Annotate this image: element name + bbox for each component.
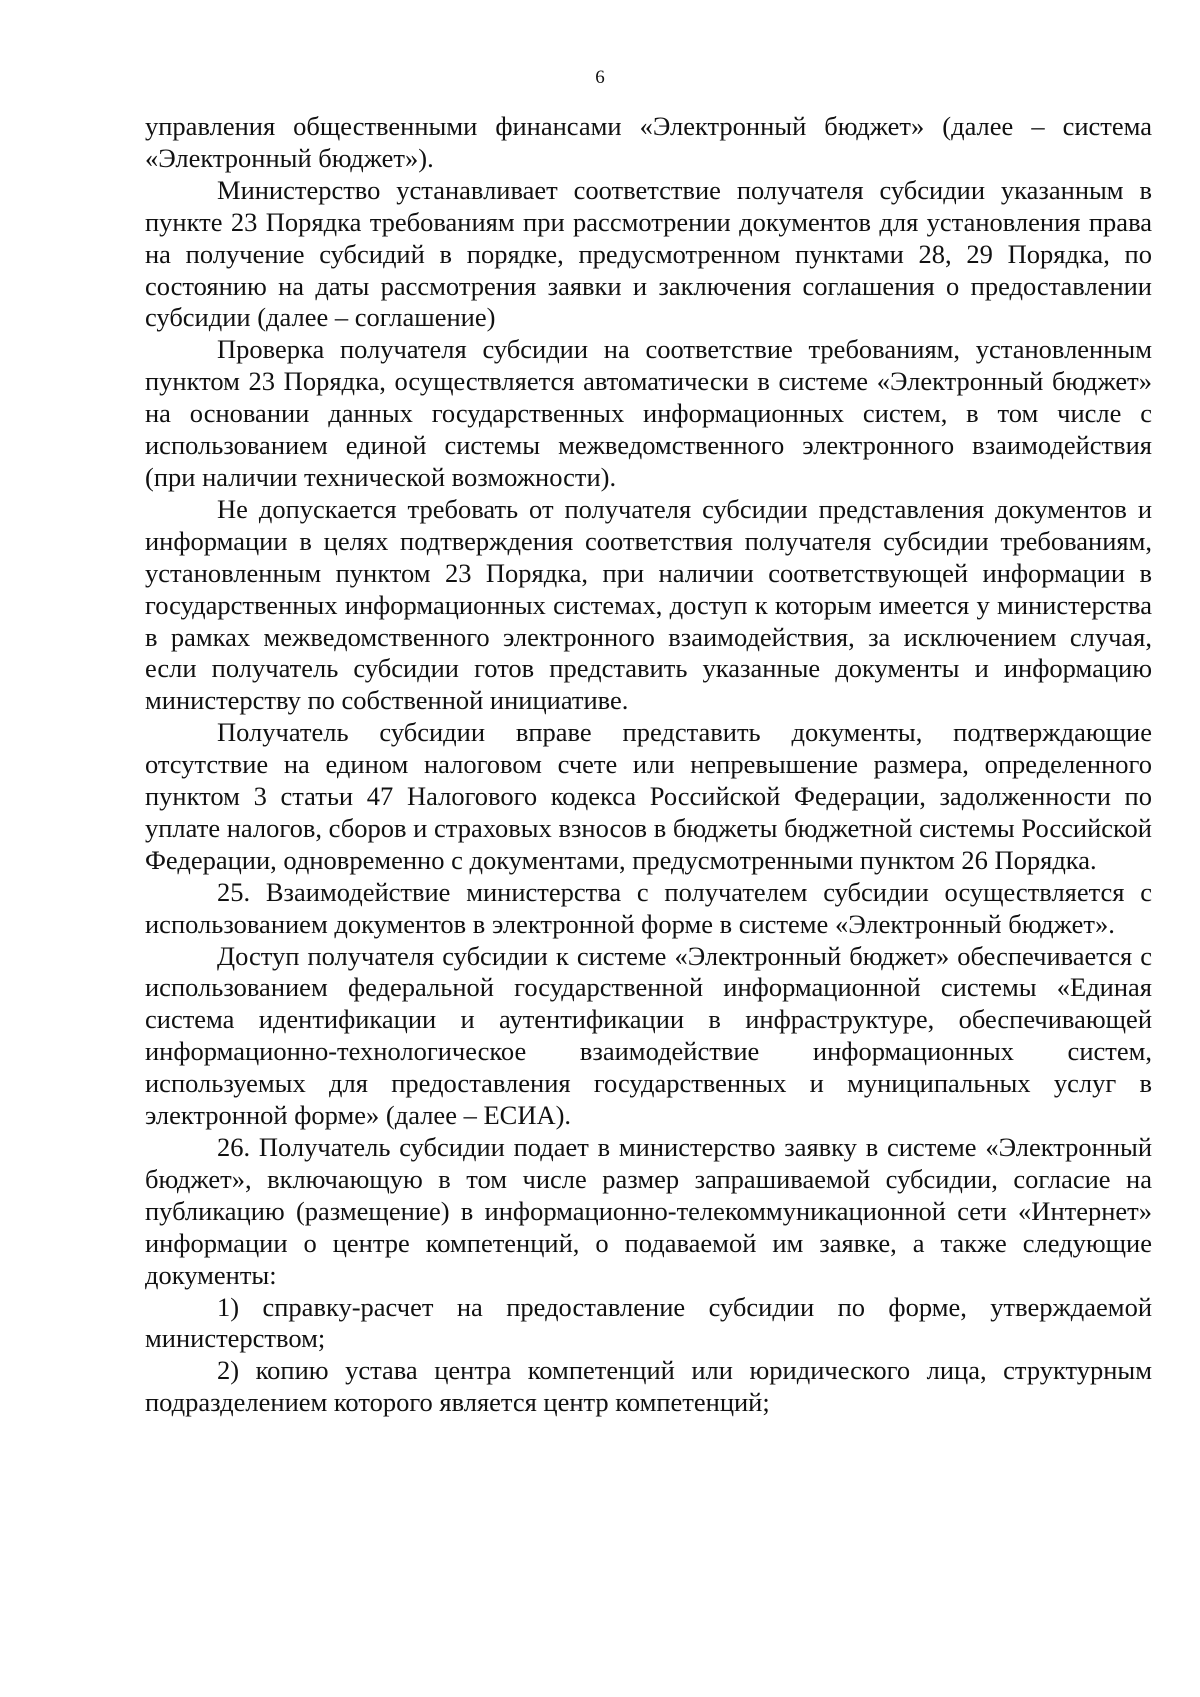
paragraph-tax-documents: Получатель субсидии вправе представить документы, подтверждающие отсутствие на едином налоговом счете или непревышение размера, определенного пунктом 3 статьи 47 Налогового кодекса Российской Федерации, задолженности по уплате налогов, сборов и страховых взносов в бюджеты бюджетной системы Российской Федерации, одновременно с документами, предусмотренными пунктом 26 Порядка. xyxy=(145,717,1152,875)
page-number: 6 xyxy=(595,67,605,88)
paragraph-compliance-check: Министерство устанавливает соответствие получателя субсидии указанным в пункте 23 Порядка требованиям при рассмотрении документов для установления права на получение субсидий в порядке, предусмотренном пунктами 28, 29 Порядка, по состоянию на даты рассмотрения заявки и заключения соглашения о предоставлении субсидии (далее – соглашение) xyxy=(145,174,1152,333)
paragraph-clause-25: 25. Взаимодействие министерства с получателем субсидии осуществляется с использованием документов в электронной форме в системе «Электронный бюджет». xyxy=(145,876,1152,939)
paragraph-esia-access: Доступ получателя субсидии к системе «Электронный бюджет» обеспечивается с использованием федеральной государственной информационной системы «Единая система идентификации и аутентификации в инфраструктуре, обеспечивающей информационно-технологическое взаимодействие информационных систем, используемых для предоставления государственных и муниципальных услуг в электронной форме» (далее – ЕСИА). xyxy=(145,940,1152,1131)
paragraph-automatic-verification: Проверка получателя субсидии на соответствие требованиям, установленным пунктом 23 Порядка, осуществляется автоматически в системе «Электронный бюджет» на основании данных государственных информационных систем, в том числе с использованием единой системы межведомственного электронного взаимодействия (при наличии технической возможности). xyxy=(145,334,1152,492)
list-item-2: 2) копию устава центра компетенций или юридического лица, структурным подразделением которого является центр компетенций; xyxy=(145,1355,1152,1418)
paragraph-system-continuation: управления общественными финансами «Электронный бюджет» (далее – система «Электронный бюджет»). xyxy=(145,111,1152,173)
paragraph-no-document-request: Не допускается требовать от получателя субсидии представления документов и информации в целях подтверждения соответствия получателя субсидии требованиям, установленным пунктом 23 Порядка, при наличии соответствующей информации в государственных информационных системах, доступ к которым имеется у министерства в рамках межведомственного электронного взаимодействия, за исключением случая, если получатель субсидии готов представить указанные документы и информацию министерству по собственной инициативе. xyxy=(145,493,1152,716)
list-item-1: 1) справку-расчет на предоставление субсидии по форме, утверждаемой министерством; xyxy=(145,1291,1152,1354)
paragraph-clause-26: 26. Получатель субсидии подает в министерство заявку в системе «Электронный бюджет», включающую в том числе размер запрашиваемой субсидии, согласие на публикацию (размещение) в информационно-телекоммуникационной сети «Интернет» информации о центре компетенций, о подаваемой им заявке, а также следующие документы: xyxy=(145,1132,1152,1290)
document-body xyxy=(145,111,1152,1419)
